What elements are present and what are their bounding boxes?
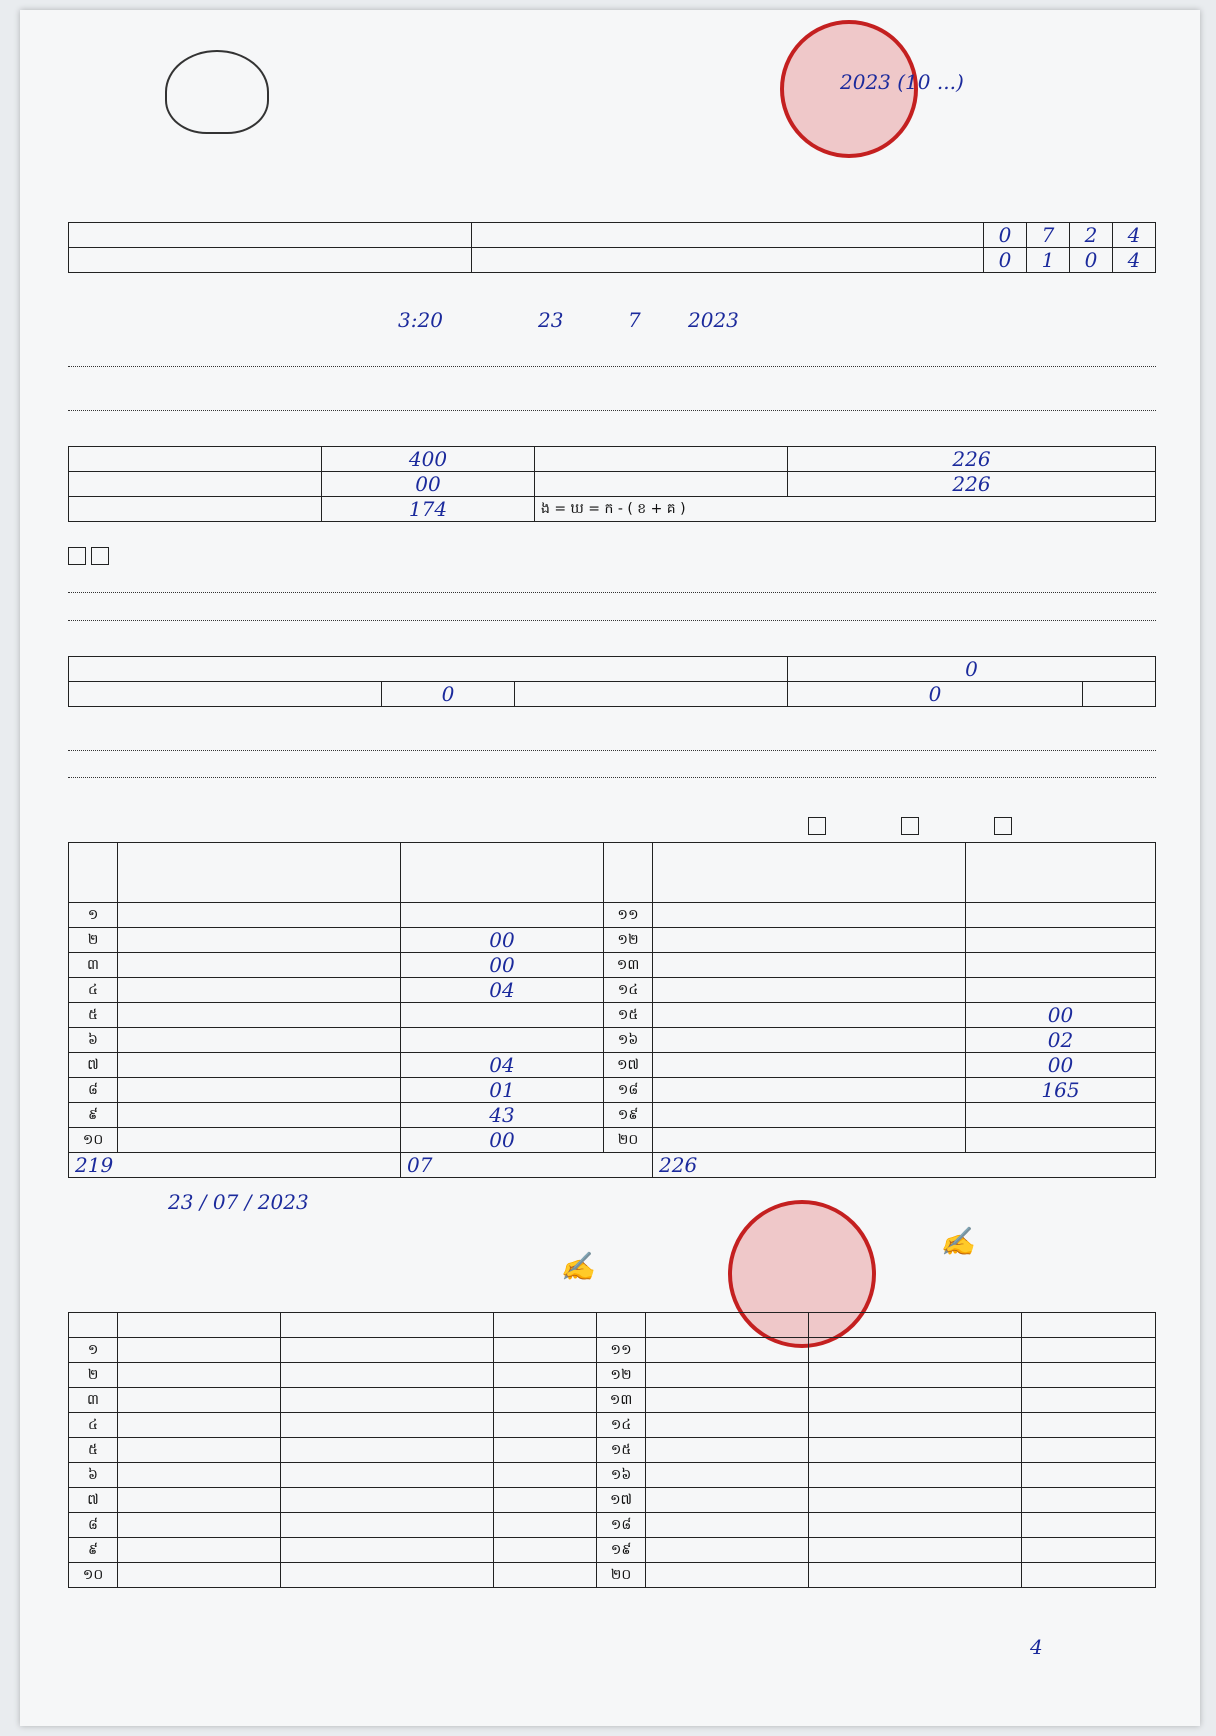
totals-cell [401, 1153, 653, 1178]
value-d: 226 [788, 447, 1156, 472]
totals-cell [653, 1153, 1156, 1178]
row-no: ៤ [69, 1413, 118, 1438]
checkbox[interactable] [68, 547, 86, 565]
vote-count: 02 [966, 1028, 1156, 1053]
col-party [809, 1313, 1022, 1338]
match-checkbox-row [68, 545, 1156, 565]
vote-count [966, 928, 1156, 953]
checkbox-checked[interactable] [994, 817, 1012, 835]
section-2-table [68, 446, 1156, 522]
s1-cell-handwritten [472, 223, 984, 248]
label-e [535, 472, 788, 497]
row-no: ១១ [604, 903, 653, 928]
s1-digit: 4 [1113, 248, 1156, 273]
col-votes [401, 843, 604, 903]
section-5-label [68, 1286, 1156, 1308]
col-no [69, 1313, 118, 1338]
row-no: ១៥ [597, 1438, 646, 1463]
row-no: ១៤ [597, 1413, 646, 1438]
value-b: 00 [322, 472, 535, 497]
row-no: ១៤ [604, 978, 653, 1003]
vote-count: 00 [401, 953, 604, 978]
row-no: ៨ [69, 1513, 118, 1538]
value-c: 174 [322, 497, 535, 522]
s1-cell [69, 223, 472, 248]
row-no: ៤ [69, 978, 118, 1003]
s1-digit: 1 [1027, 248, 1070, 273]
row-no: ១៦ [604, 1028, 653, 1053]
col-party [281, 1313, 494, 1338]
row-no: ១៧ [604, 1053, 653, 1078]
row-no: ៣ [69, 1388, 118, 1413]
row-no: ៥ [69, 1003, 118, 1028]
chair-signature: ✍ [560, 1250, 595, 1283]
row-no: ១១ [597, 1338, 646, 1363]
page-mark: 4 [1030, 1635, 1043, 1659]
s3-cell [69, 682, 382, 707]
form-title [440, 170, 860, 194]
s3-note-line-2 [68, 755, 1156, 778]
vote-count [966, 953, 1156, 978]
col-no [597, 1313, 646, 1338]
vote-count [401, 1003, 604, 1028]
count-day: 23 [538, 308, 564, 332]
row-no: ១៩ [597, 1538, 646, 1563]
vote-count [966, 903, 1156, 928]
col-party [653, 843, 966, 903]
row-no: ១២ [597, 1363, 646, 1388]
section-3-label [68, 630, 1156, 652]
col-votes [966, 843, 1156, 903]
results-table [68, 842, 1156, 1178]
row-no: ១៣ [597, 1388, 646, 1413]
row-no: ១៩ [604, 1103, 653, 1128]
col-party [118, 843, 401, 903]
section-3-table [68, 656, 1156, 707]
col-signature [494, 1313, 597, 1338]
section-1-table [68, 222, 1156, 273]
s3-cell [1083, 682, 1156, 707]
s1-digit: 0 [1070, 248, 1113, 273]
row-no: ២០ [604, 1128, 653, 1153]
s1-digit: 2 [1070, 223, 1113, 248]
section-4-label [68, 790, 1156, 812]
row-no: ១ [69, 903, 118, 928]
vote-count: 00 [966, 1053, 1156, 1078]
s3-cell [69, 657, 788, 682]
count-month: 7 [628, 308, 641, 332]
witness-table [68, 1312, 1156, 1588]
nonvalid-note-line [68, 598, 1156, 621]
row-no: ៥ [69, 1438, 118, 1463]
row-no: ៧ [69, 1488, 118, 1513]
row-no: ៩ [69, 1538, 118, 1563]
s1-digit: 0 [984, 248, 1027, 273]
row-no: ៨ [69, 1078, 118, 1103]
sign-date: 23 / 07 / 2023 [168, 1190, 309, 1214]
row-no: ១៨ [597, 1513, 646, 1538]
label-c [69, 497, 322, 522]
s1-cell-handwritten [472, 248, 984, 273]
label-b [69, 472, 322, 497]
section-2-note-line [68, 388, 1156, 411]
row-no: ១៣ [604, 953, 653, 978]
s3-value: 0 [788, 657, 1156, 682]
value-a: 400 [322, 447, 535, 472]
col-signature [1022, 1313, 1156, 1338]
vote-count [401, 1028, 604, 1053]
row-no: ៦ [69, 1463, 118, 1488]
s1-cell [69, 248, 472, 273]
label-d [535, 447, 788, 472]
section-2-label [68, 292, 1156, 314]
formula: ង = ឃ = ក - ( ខ + គ ) [535, 497, 1156, 522]
date-row [68, 1190, 1156, 1214]
vote-count: 04 [401, 978, 604, 1003]
row-no: ១៥ [604, 1003, 653, 1028]
row-no: ១៧ [597, 1488, 646, 1513]
org-name [68, 135, 408, 155]
vote-count [966, 1128, 1156, 1153]
checkbox-checked[interactable] [91, 547, 109, 565]
checkbox[interactable] [901, 817, 919, 835]
vote-count: 01 [401, 1078, 604, 1103]
vote-count: 00 [966, 1003, 1156, 1028]
ballot-count-form-sheet [20, 10, 1200, 1726]
row-no: ២០ [597, 1563, 646, 1588]
count-year: 2023 [688, 308, 739, 332]
s1-digit: 7 [1027, 223, 1070, 248]
row-no: ១៨ [604, 1078, 653, 1103]
s1-digit: 4 [1113, 223, 1156, 248]
col-name [646, 1313, 809, 1338]
row-no: ៣ [69, 953, 118, 978]
s3-value: 0 [788, 682, 1083, 707]
s1-digit: 0 [984, 223, 1027, 248]
section-2-intro [68, 308, 1156, 376]
checkbox[interactable] [808, 817, 826, 835]
vote-count: 00 [401, 1128, 604, 1153]
row-no: ២ [69, 1363, 118, 1388]
row-no: ១០ [69, 1128, 118, 1153]
vote-count [966, 1103, 1156, 1128]
col-no [69, 843, 118, 903]
intro-line [68, 344, 1156, 367]
col-name [118, 1313, 281, 1338]
vote-count: 43 [401, 1103, 604, 1128]
ballot-type-checkboxes [68, 815, 1156, 835]
nec-logo-emblem [165, 50, 269, 134]
row-no: ១ [69, 1338, 118, 1363]
col-no [604, 843, 653, 903]
count-time: 3:20 [398, 308, 443, 332]
handwritten-stamp-note: 2023 (10 ...) [840, 70, 964, 94]
vote-count: 165 [966, 1078, 1156, 1103]
row-no: ៦ [69, 1028, 118, 1053]
secretary-signature: ✍ [940, 1225, 975, 1258]
s3-cell [515, 682, 788, 707]
total-box: 226 [659, 1153, 698, 1177]
vote-count [966, 978, 1156, 1003]
row-no: ៧ [69, 1053, 118, 1078]
vote-count: 04 [401, 1053, 604, 1078]
total-invalid: 07 [407, 1153, 433, 1177]
s3-note-line [68, 728, 1156, 751]
row-no: ១០ [69, 1563, 118, 1588]
total-valid: 219 [75, 1153, 114, 1177]
row-no: ១៦ [597, 1463, 646, 1488]
label-a [69, 447, 322, 472]
diff-note-line [68, 570, 1156, 593]
value-e: 226 [788, 472, 1156, 497]
row-no: ៩ [69, 1103, 118, 1128]
row-no: ១២ [604, 928, 653, 953]
vote-count [401, 903, 604, 928]
totals-cell [69, 1153, 401, 1178]
section-1-label [68, 198, 1156, 220]
s3-value: 0 [382, 682, 515, 707]
vote-count: 00 [401, 928, 604, 953]
row-no: ២ [69, 928, 118, 953]
